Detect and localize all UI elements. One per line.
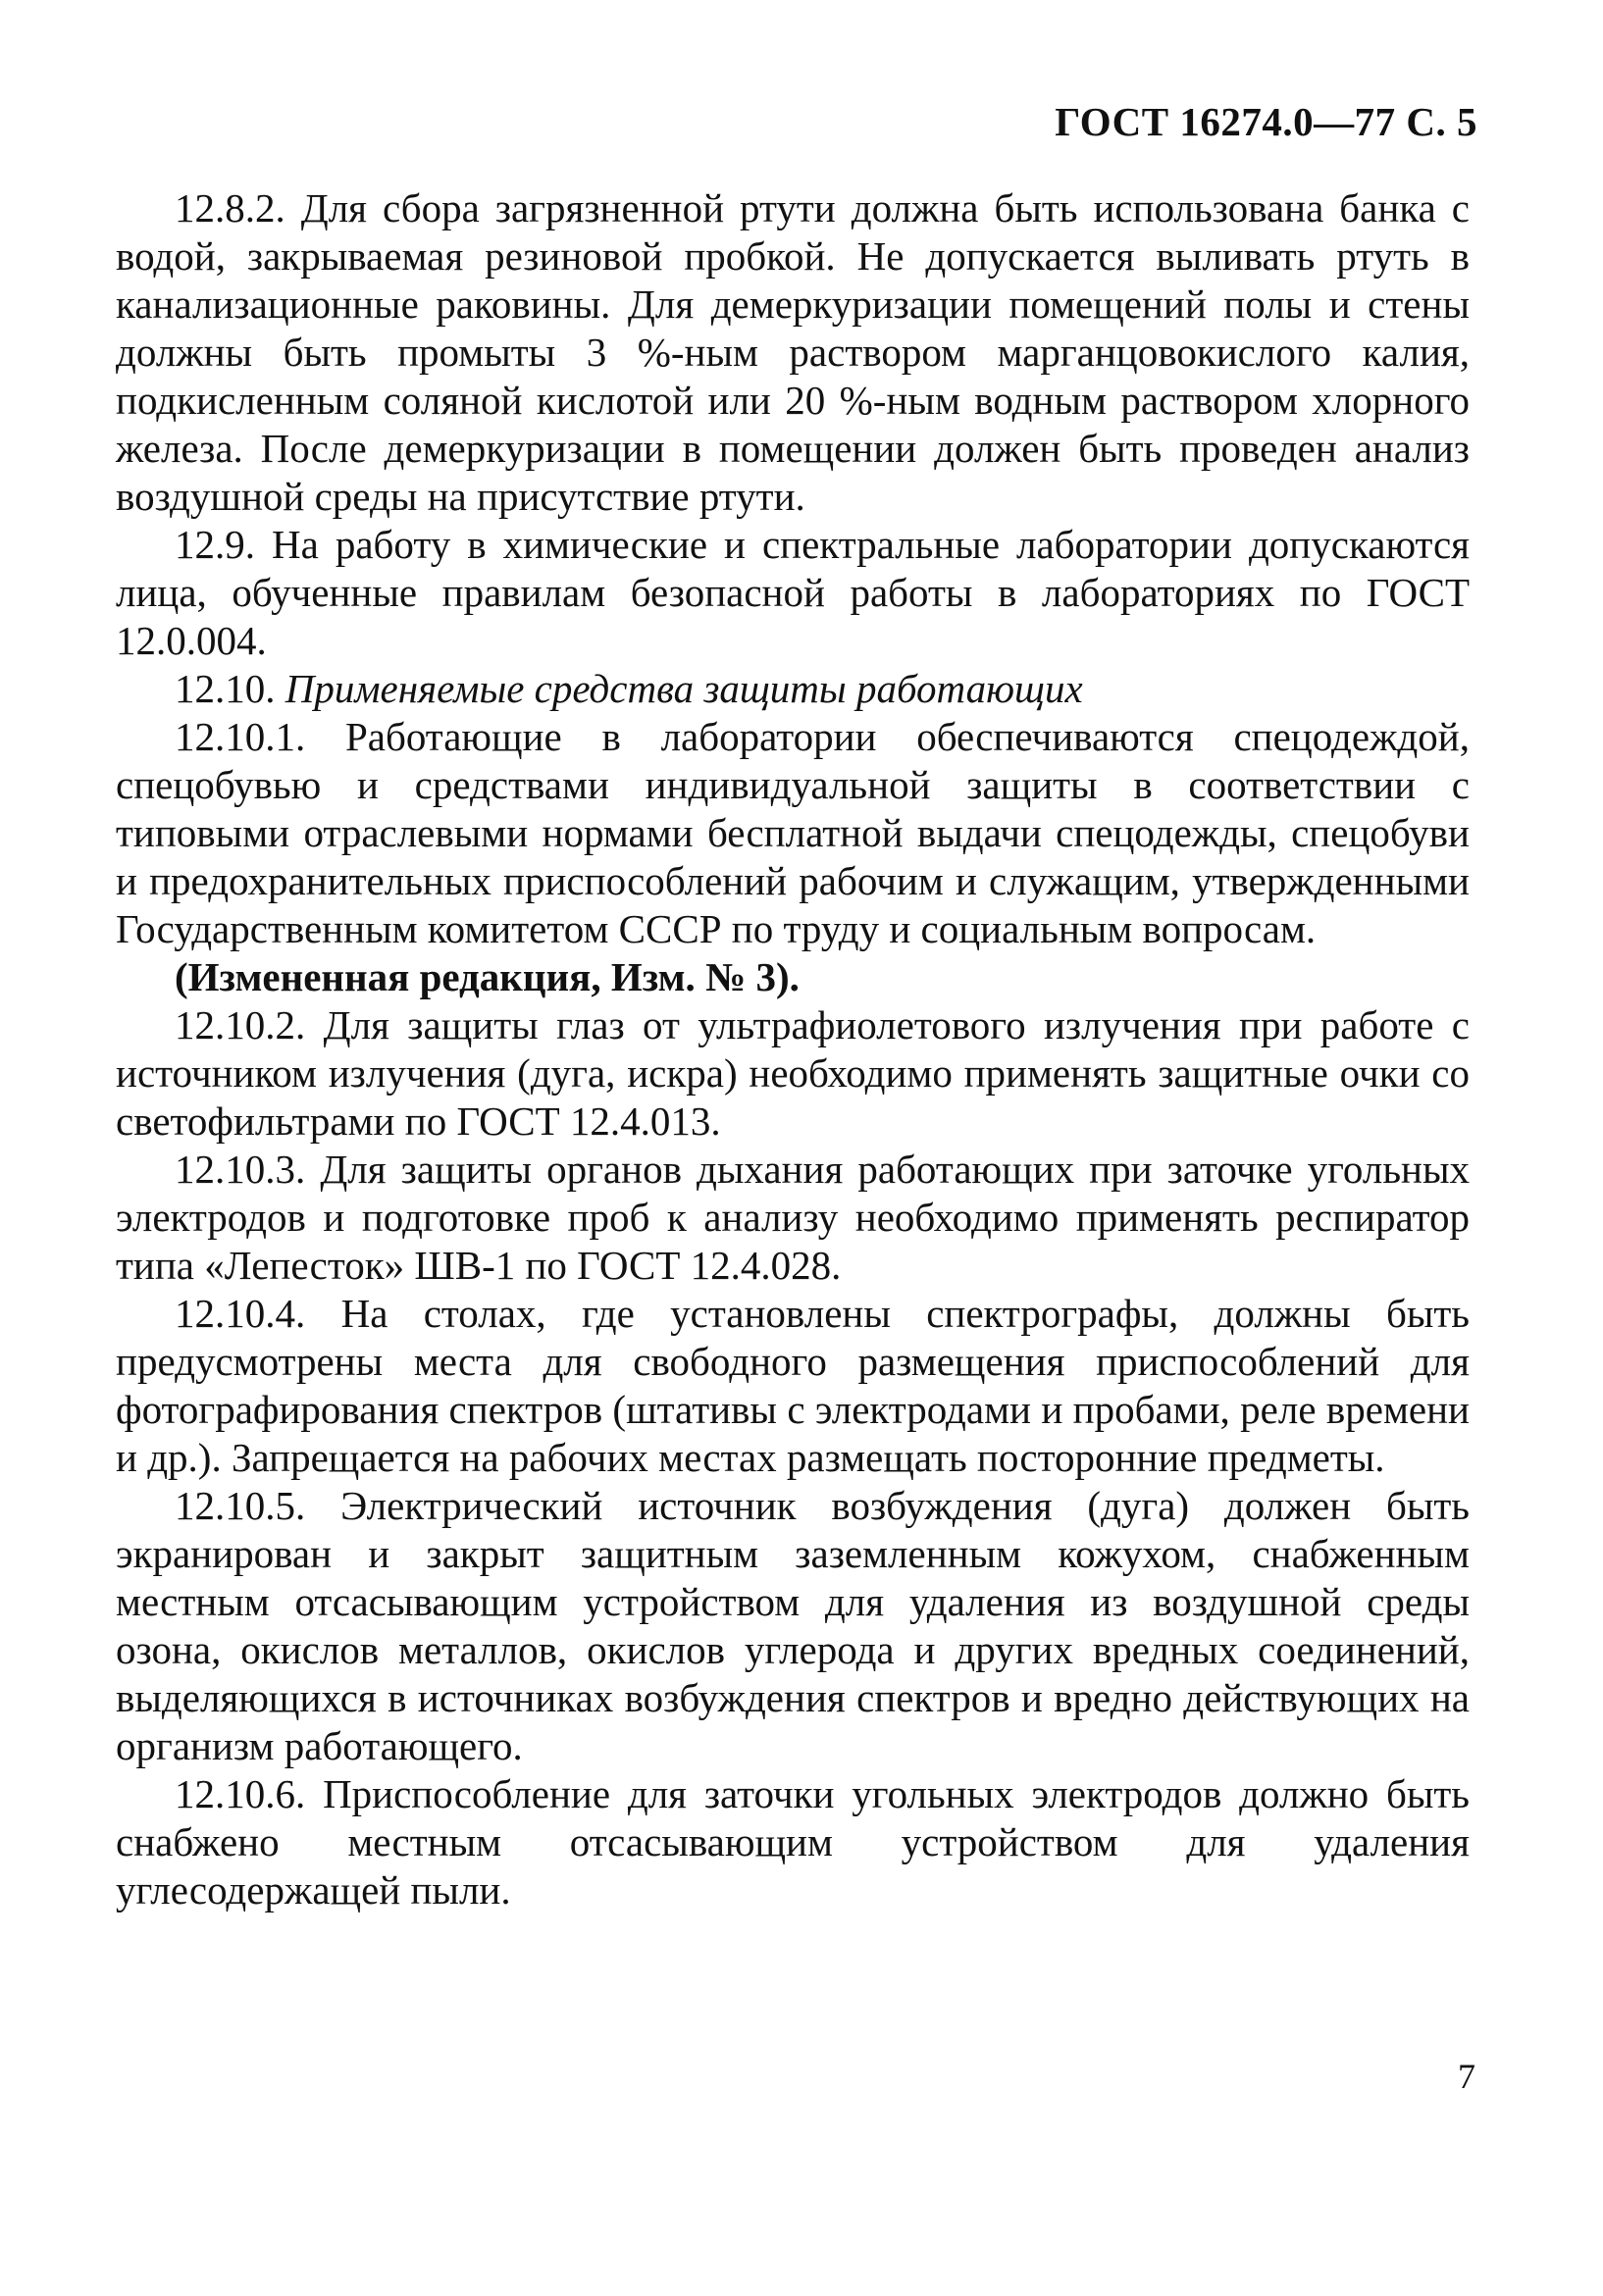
paragraph-number: 12.10.1. (175, 714, 306, 759)
paragraph-text: Электрический источник возбуждения (дуга) должен быть экранирован и закрыт защитным заземленным кожухом, снабженным местным отсасывающим устройством для удаления из воздушной среды озона, окислов металлов, окислов углерода и других вредных соединений, выделяющихся в источниках возбуждения спектров и вредно действующих на организм работающего. (116, 1483, 1470, 1768)
paragraph-12-10-1 (116, 713, 1470, 953)
amendment-note: (Измененная редакция, Изм. № 3). (175, 954, 800, 999)
paragraph-number: 12.10.2. (175, 1002, 306, 1047)
paragraph-text: Для защиты органов дыхания работающих при заточке угольных электродов и подготовке проб к анализу необходимо применять респиратор типа «Лепесток» ШВ-1 по ГОСТ 12.4.028. (116, 1147, 1471, 1288)
paragraph-number: 12.8.2. (175, 185, 285, 230)
paragraph-12-9 (116, 521, 1470, 665)
paragraph-12-10-5 (116, 1482, 1470, 1770)
page-number: 7 (1458, 2057, 1475, 2096)
paragraph-text: На работу в химические и спектральные лаборатории допускаются лица, обученные правилам безопасной работы в лабораториях по ГОСТ 12.0.004. (116, 522, 1471, 663)
paragraph-number: 12.10.5. (175, 1483, 306, 1528)
paragraph-text: На столах, где установлены спектрографы, должны быть предусмотрены места для свободного размещения приспособлений для фотографирования спектров (штативы с электродами и пробами, реле времени и др.). Запрещается на рабочих местах размещать посторонние предметы. (116, 1291, 1471, 1480)
paragraph-text: Для сбора загрязненной ртути должна быть использована банка с водой, закрываемая резиновой пробкой. Не допускается выливать ртуть в канализационные раковины. Для демеркуризации помещений полы и стены должны быть промыты 3 %-ным раствором марганцовокислого калия, подкисленным соляной кислотой или 20 %-ным водным раствором хлорного железа. После демеркуризации в помещении должен быть проведен анализ воздушной среды на присутствие ртути. (116, 185, 1470, 519)
paragraph-12-10-3 (116, 1146, 1470, 1290)
paragraph-number: 12.9. (175, 522, 255, 567)
paragraph-number: 12.10.4. (175, 1291, 306, 1336)
paragraph-number: 12.10.6. (175, 1771, 306, 1816)
paragraph-number: 12.10.3. (175, 1147, 306, 1192)
document-body (116, 184, 1470, 1914)
paragraph-number: 12.10. (175, 666, 276, 711)
paragraph-text: Для защиты глаз от ультрафиолетового излучения при работе с источником излучения (дуга, искра) необходимо применять защитные очки со светофильтрами по ГОСТ 12.4.013. (116, 1002, 1471, 1144)
paragraph-12-8-2 (116, 184, 1470, 521)
paragraph-12-10-2 (116, 1001, 1470, 1146)
paragraph-text: Приспособление для заточки угольных электродов должно быть снабжено местным отсасывающим устройством для удаления углесодержащей пыли. (116, 1771, 1471, 1913)
section-title: Применяемые средства защиты работающих (284, 666, 1083, 711)
paragraph-text: Работающие в лаборатории обеспечиваются спецодеждой, спецобувью и средствами индивидуальной защиты в соответствии с типовыми отраслевыми нормами бесплатной выдачи спецодежды, спецобуви и предохранительных приспособлений рабочим и служащим, утвержденными Государственным комитетом СССР по труду и социальным вопросам. (116, 714, 1470, 951)
paragraph-12-10-6 (116, 1770, 1470, 1914)
section-heading-12-10 (116, 665, 1470, 713)
page-header: ГОСТ 16274.0—77 С. 5 (1055, 99, 1477, 144)
paragraph-12-10-4 (116, 1290, 1470, 1482)
